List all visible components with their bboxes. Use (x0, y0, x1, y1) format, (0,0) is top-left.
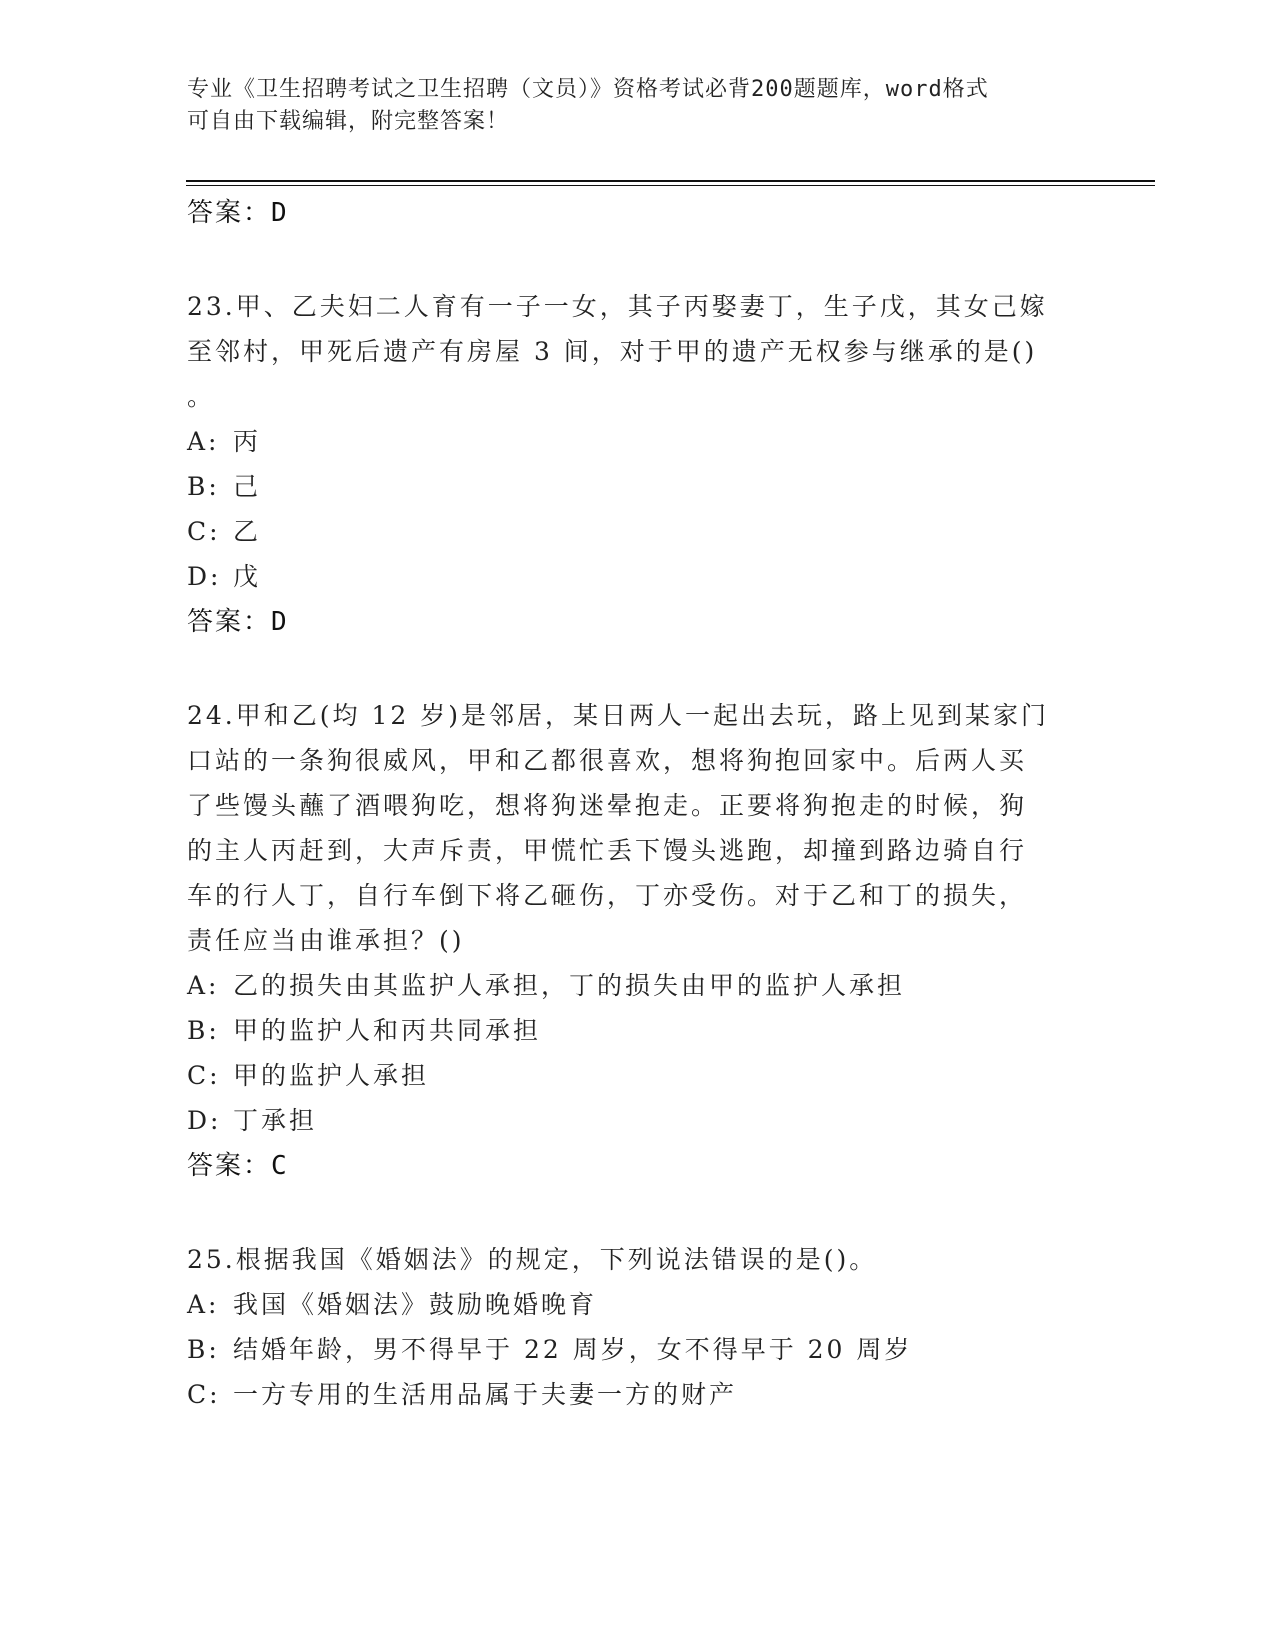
option-d (187, 1098, 1087, 1143)
option-text: 甲的监护人承担 (233, 1061, 430, 1090)
option-text: 己 (233, 472, 262, 501)
question-23 (187, 284, 1087, 645)
stem-line: 23.甲、乙夫妇二人育有一子一女，其子丙娶妻丁，生子戊，其女己嫁 (187, 292, 1048, 321)
option-a (187, 419, 1087, 464)
stem-line: 责任应当由谁承担？() (187, 926, 465, 955)
option-label: A: (187, 427, 220, 456)
header-line-1: 专业《卫生招聘考试之卫生招聘（文员）》资格考试必背200题题库，word格式 (187, 77, 989, 102)
document-header (187, 74, 1067, 138)
header-rule-thin (186, 185, 1155, 186)
previous-answer: 答案：D (187, 198, 289, 228)
option-c (187, 1372, 1087, 1417)
option-label: B: (187, 472, 220, 501)
question-stem (187, 284, 1087, 419)
stem-line: 口站的一条狗很威风，甲和乙都很喜欢，想将狗抱回家中。后两人买 (187, 746, 1028, 775)
option-c (187, 509, 1087, 554)
option-d (187, 554, 1087, 599)
stem-line: 。 (187, 382, 216, 411)
header-line-2: 可自由下载编辑，附完整答案！ (187, 109, 510, 134)
option-label: B: (187, 1016, 220, 1045)
option-label: C: (187, 517, 221, 546)
spacer (187, 645, 1087, 693)
option-text: 丁承担 (233, 1106, 318, 1135)
stem-line: 25.根据我国《婚姻法》的规定，下列说法错误的是()。 (187, 1245, 878, 1274)
stem-line: 至邻村，甲死后遗产有房屋 3 间，对于甲的遗产无权参与继承的是() (187, 337, 1038, 366)
option-c (187, 1053, 1087, 1098)
option-label: B: (187, 1335, 220, 1364)
option-text: 丙 (233, 427, 262, 456)
option-label: D: (187, 1106, 222, 1135)
spacer (187, 236, 1087, 284)
stem-line: 车的行人丁，自行车倒下将乙砸伤，丁亦受伤。对于乙和丁的损失， (187, 881, 1028, 910)
option-text: 一方专用的生活用品属于夫妻一方的财产 (233, 1380, 738, 1409)
option-b (187, 464, 1087, 509)
option-text: 甲的监护人和丙共同承担 (233, 1016, 542, 1045)
answer: 答案：D (187, 607, 289, 637)
document-body (187, 190, 1087, 1417)
option-b (187, 1327, 1087, 1372)
option-text: 乙 (233, 517, 262, 546)
option-text: 结婚年龄，男不得早于 22 周岁，女不得早于 20 周岁 (233, 1335, 913, 1364)
stem-line: 的主人丙赶到，大声斥责，甲慌忙丢下馒头逃跑，却撞到路边骑自行 (187, 836, 1028, 865)
answer: 答案：C (187, 1151, 289, 1181)
stem-line: 了些馒头蘸了酒喂狗吃，想将狗迷晕抱走。正要将狗抱走的时候，狗 (187, 791, 1028, 820)
header-rule-thick (186, 180, 1155, 182)
option-text: 乙的损失由其监护人承担，丁的损失由甲的监护人承担 (233, 971, 906, 1000)
option-label: A: (187, 1290, 220, 1319)
spacer (187, 1189, 1087, 1237)
option-b (187, 1008, 1087, 1053)
option-text: 我国《婚姻法》鼓励晚婚晚育 (233, 1290, 598, 1319)
question-stem (187, 1237, 1087, 1282)
option-a (187, 963, 1087, 1008)
question-stem (187, 693, 1087, 963)
option-label: D: (187, 562, 222, 591)
question-25 (187, 1237, 1087, 1417)
stem-line: 24.甲和乙(均 12 岁)是邻居，某日两人一起出去玩，路上见到某家门 (187, 701, 1049, 730)
option-label: A: (187, 971, 220, 1000)
option-label: C: (187, 1380, 221, 1409)
question-24 (187, 693, 1087, 1189)
option-text: 戊 (233, 562, 262, 591)
option-a (187, 1282, 1087, 1327)
option-label: C: (187, 1061, 221, 1090)
